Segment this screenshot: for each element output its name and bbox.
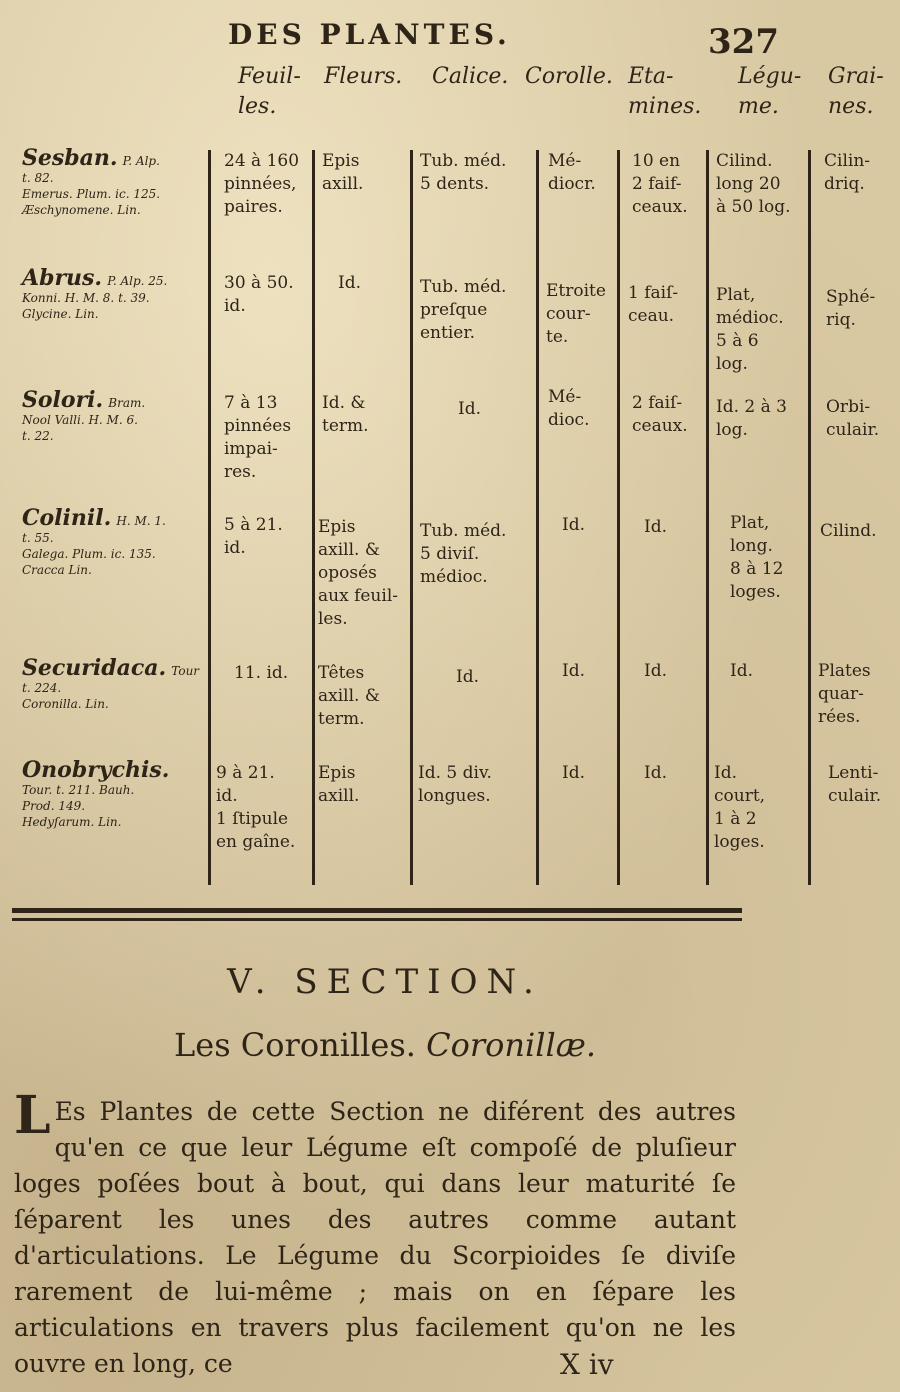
cell-feuilles: 9 à 21. id. 1 ſtipule en gaîne. [216,763,296,852]
cell-legume: Id. court, 1 à 2 loges. [714,763,766,852]
plant-references: Konni. H. M. 8. t. 39. Glycine. Lin. [22,291,150,321]
column-rule [536,150,539,885]
plant-references: t. 82. Emerus. Plum. ic. 125. Æschynomene. Lin. [22,171,161,217]
cell-etamines: Id. [644,661,668,681]
cell-corolle: Etroite cour- te. [546,281,606,347]
cell-fleurs: Id. & term. [322,393,369,436]
plant-references: t. 224. Coronilla. Lin. [22,681,109,711]
cell-corolle: Id. [562,515,586,535]
plant-reference-head: H. M. 1. [116,514,166,528]
cell-legume: Cilind. long 20 à 50 log. [716,151,791,217]
column-rule [706,150,709,885]
cell-fleurs: Têtes axill. & term. [318,663,380,729]
signature-mark: X iv [560,1348,614,1381]
plant-entry-solori [22,388,212,444]
cell-etamines: Id. [644,517,668,537]
plant-references: t. 55. Galega. Plum. ic. 135. Cracca Lin. [22,531,156,577]
cell-calice: Id. [456,667,480,687]
cell-legume: Plat, médioc. 5 à 6 log. [716,285,784,374]
cell-graines: Cilind. [820,521,877,541]
cell-graines: Cilin- driq. [824,151,871,194]
cell-corolle: Mé- diocr. [548,151,596,194]
cell-feuilles: 5 à 21. id. [224,515,283,558]
column-rule [808,150,811,885]
column-header-corolle: Corolle. [525,64,613,89]
column-header-etamines: Eta- mines. [628,64,702,119]
cell-graines: Orbi- culair. [826,397,880,440]
column-rule [617,150,620,885]
plant-name: Securidaca. [22,655,167,681]
plant-name: Colinil. [22,505,112,531]
plant-entry-securidaca [22,656,212,712]
cell-calice: Id. 5 div. longues. [418,763,492,806]
plant-references: Tour. t. 211. Bauh. Prod. 149. Hedyſarum. Lin. [22,783,135,829]
cell-corolle: Id. [562,763,586,783]
cell-etamines: 10 en 2 faif- ceaux. [632,151,688,217]
section-divider [12,908,742,913]
cell-graines: Sphé- riq. [826,287,876,330]
cell-legume: Id. 2 à 3 log. [716,397,787,440]
column-rule [312,150,315,885]
column-header-feuilles: Feuil- les. [238,64,301,119]
column-header-legume: Légu- me. [738,64,802,119]
cell-feuilles: 30 à 50. id. [224,273,294,316]
section-divider [12,918,742,921]
column-header-calice: Calice. [432,64,509,89]
section-title: V. SECTION. [227,962,543,1002]
column-header-graines: Grai- nes. [828,64,884,119]
cell-etamines: 1 faiſ- ceau. [628,283,679,326]
cell-calice: Tub. méd. 5 dents. [420,151,507,194]
cell-legume: Plat, long. 8 à 12 loges. [730,513,784,602]
drop-cap: L [14,1085,51,1146]
cell-feuilles: 7 à 13 pinnées impai- res. [224,393,292,482]
plant-entry-colinil [22,506,212,578]
plant-entry-abrus [22,266,212,322]
section-subtitle-french: Les Coronilles. [174,1026,416,1064]
cell-corolle: Id. [562,661,586,681]
cell-calice: Tub. méd. preſque entier. [420,277,507,343]
cell-legume: Id. [730,661,754,681]
section-subtitle-latin: Coronillæ. [426,1026,596,1064]
plant-reference-head: Tour [171,664,200,678]
paragraph-text: Es Plantes de cette Section ne diférent des autres qu'en ce que leur Légume eſt compoſé de pluſieur loges poſées bout à bout, qui dans leur maturité ſe ſéparent les unes des autres comme autant d'articulations. Le Légume du Scorpioides ſe diviſe rarement de lui-même ; mais on en ſépare les articulations en travers plus facilement qu'on ne les ouvre en long, ce [14,1097,736,1378]
plant-references: Nool Valli. H. M. 6. t. 22. [22,413,138,443]
plant-name: Sesban. [22,145,118,171]
plant-reference-head: Bram. [108,396,146,410]
cell-etamines: 2 faiſ- ceaux. [632,393,688,436]
page-number: 327 [708,22,779,62]
cell-corolle: Mé- dioc. [548,387,590,430]
section-paragraph [14,1085,736,1382]
cell-fleurs: Epis axill. [322,151,364,194]
plant-reference-head: P. Alp. 25. [107,274,168,288]
plant-entry-onobrychis [22,758,212,830]
running-head: DES PLANTES. [228,18,511,51]
cell-fleurs: Epis axill. & oposés aux feuil- les. [318,517,398,629]
cell-fleurs: Id. [338,273,362,293]
cell-feuilles: 24 à 160 pinnées, paires. [224,151,300,217]
cell-graines: Plates quar- rées. [818,661,871,727]
plant-name: Onobrychis. [22,757,170,783]
cell-calice: Tub. méd. 5 diviſ. médioc. [420,521,507,587]
column-header-fleurs: Fleurs. [324,64,403,89]
plant-entry-sesban [22,146,212,218]
cell-fleurs: Epis axill. [318,763,360,806]
cell-calice: Id. [458,399,482,419]
cell-graines: Lenti- culair. [828,763,882,806]
plant-reference-head: P. Alp. [122,154,160,168]
plant-name: Solori. [22,387,104,413]
plant-name: Abrus. [22,265,103,291]
column-rule [410,150,413,885]
cell-feuilles: 11. id. [234,663,289,683]
cell-etamines: Id. [644,763,668,783]
section-subtitle [0,1026,770,1064]
